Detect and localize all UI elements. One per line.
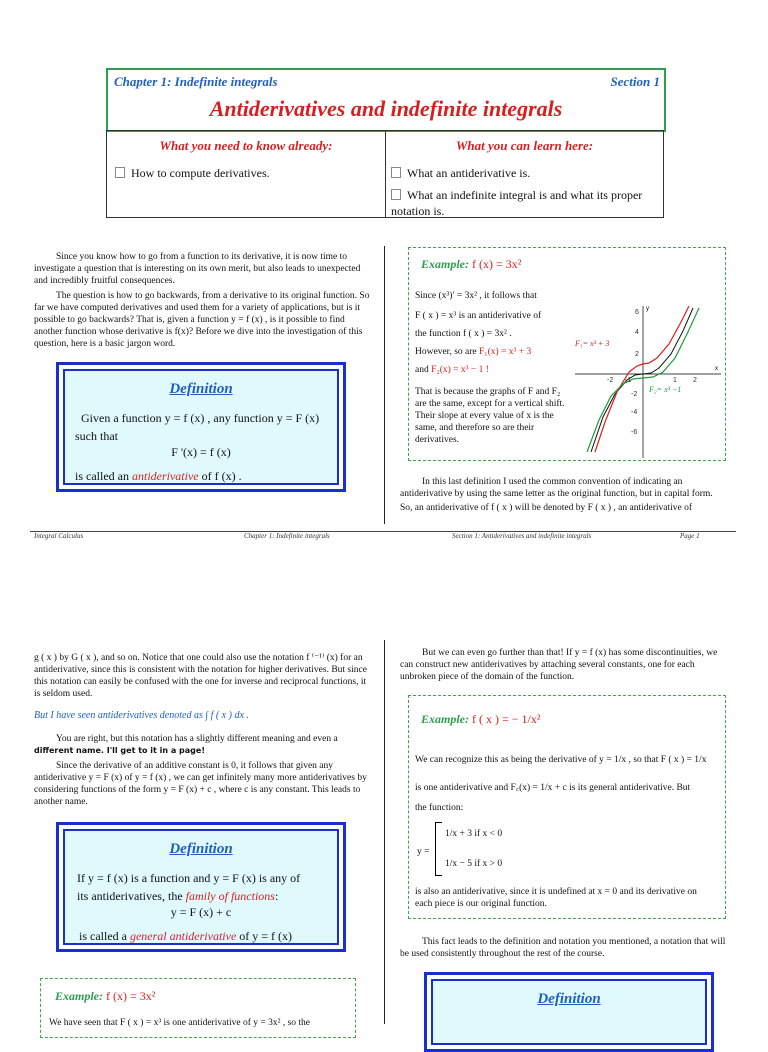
chapter-header-box [106, 68, 666, 132]
page-title: Antiderivatives and indefinite integrals [209, 96, 563, 121]
definition-title: Definition [537, 991, 601, 1007]
example-text: and F₂(x) = x³ − 1 ! [415, 365, 489, 375]
need-title: What you need to know already: [159, 138, 333, 153]
constant-paragraph: Since the derivative of an additive constant is 0, it follows that given any antiderivative y = F (x) of y = f (x) , we can get infinitely many more antiderivatives by considering functions of the form y = F (x) + c , where c is any constant. This leads to another name. [34, 761, 367, 807]
checkbox-icon [391, 167, 401, 178]
definition-statement: is called a general antiderivative of y = f (x) [79, 929, 293, 943]
footer-middle: Chapter 1: Indefinite integrals [244, 532, 330, 540]
example-text: is one antiderivative and F꜀(x) = 1/x + c is its general antiderivative. But [415, 783, 691, 793]
checkbox-icon [115, 167, 125, 178]
question-paragraph: The question is how to go backwards, from a derivative to its original function. So far we have computed derivatives and used them for a variety of applications, but is it possible to go backwards? That is, given a function y = f (x) , is it possible to find another function whose derivative is f(x)? Before we dive into the investigation of this question, here is a basic jargon word. [34, 291, 370, 349]
column-divider [384, 640, 385, 1024]
definition-line: Given a function y = f (x) , any function y = F (x) [81, 411, 320, 425]
need-item: How to compute derivatives. [115, 166, 270, 181]
convention-paragraph: In this last definition I used the common convention of indicating an antiderivative by using the same letter as the original function, but in capital form. [400, 477, 713, 499]
axis-label-y: y [646, 306, 649, 312]
piecewise-y: y = [417, 847, 430, 857]
graph-label-F1: F₁= x³ + 3 [575, 339, 610, 348]
learn-title: What you can learn here: [455, 138, 594, 153]
answer-paragraph: You are right, but this notation has a slightly different meaning and even a different name. I'll get to it in a page! [34, 734, 338, 755]
graph-label-F2: F₂= x³ −1 [649, 385, 682, 394]
definition-formula: F '(x) = f (x) [171, 445, 231, 459]
column-divider [384, 246, 385, 524]
definition-formula: y = F (x) + c [170, 905, 232, 919]
intro-paragraph: Since you know how to go from a function to its derivative, it is now time to investigate a question that is interesting on its own merit, but also leads to unexpected and incredibly fruitful consequences. [34, 252, 361, 286]
tick-label: -4 [631, 409, 638, 416]
definition-title: Definition [169, 381, 233, 397]
tick-label: 6 [635, 309, 639, 316]
example-text: F ( x ) = x³ is an antiderivative of [415, 311, 542, 321]
section-label: Section 1 [610, 74, 660, 89]
definition-line: such that [75, 429, 118, 443]
example-text: That is because the graphs of F and F₂ are the same, except for a vertical shift. Their slope at every value of x is the same, and therefore so are their derivatives. [415, 387, 565, 445]
example-text: is also an antiderivative, since it is undefined at x = 0 and its derivative on each piece is our original function. [415, 887, 697, 909]
axis-label-x: x [715, 366, 718, 372]
example-text: Since (x³)′ = 3x² , it follows that [415, 291, 537, 301]
tick-label: -1 [625, 377, 632, 384]
definition-title: Definition [169, 841, 233, 857]
piecewise-case: 1/x − 5 if x > 0 [445, 859, 503, 869]
page-number: Page 1 [680, 532, 700, 540]
example-box-reciprocal [408, 695, 726, 919]
tick-label: -2 [631, 391, 638, 398]
checkbox-icon [391, 189, 401, 200]
chapter-label: Chapter 1: Indefinite integrals [114, 74, 278, 89]
notation-paragraph: g ( x ) by G ( x ), and so on. Notice that one could also use the notation f ⁽⁻¹⁾ (x) for an antiderivative, since this is consistent with the notation for higher derivatives. But since this notation can easily be confused with the one for inverse and reciprocal functions, it is seldom used. [34, 653, 367, 699]
student-question: But I have seen antiderivatives denoted as ∫ f ( x ) dx . [34, 710, 249, 721]
definition-line: its antiderivatives, the family of functions: [77, 889, 279, 903]
discontinuity-paragraph: But we can even go further than that! If y = f (x) has some discontinuities, we can construct new antiderivatives by attaching several constants, one for each unbroken piece of the domain of the function. [400, 648, 718, 682]
footer-rule [30, 531, 736, 532]
piecewise-case: 1/x + 3 if x < 0 [445, 829, 503, 839]
definition-box-general-antiderivative [56, 822, 346, 952]
tick-label: -2 [607, 377, 614, 384]
convention-paragraph: So, an antiderivative of f ( x ) will be denoted by F ( x ) , an antiderivative of [400, 503, 693, 513]
definition-box-indefinite-integral [424, 972, 714, 1052]
tick-label: -6 [631, 429, 638, 436]
example-box-general [40, 978, 356, 1038]
definition-line: If y = f (x) is a function and y = F (x) is any of [77, 871, 301, 885]
example-text: We have seen that F ( x ) = x³ is one antiderivative of y = 3x² , so the [49, 1018, 310, 1028]
example-text: the function: [415, 803, 464, 813]
definition-statement: is called an antiderivative of f (x) . [75, 469, 242, 483]
example-heading: Example: f ( x ) = − 1/x² [421, 712, 541, 726]
example-heading: Example: f (x) = 3x² [55, 989, 156, 1003]
cubic-graph [573, 302, 723, 462]
footer-right: Section 1: Antiderivatives and indefinite integrals [452, 532, 592, 540]
definition-box-antiderivative [56, 362, 346, 492]
example-heading: Example: f (x) = 3x² [421, 257, 522, 271]
learn-item: What an antiderivative is. [391, 166, 530, 181]
example-text: the function f ( x ) = 3x² . [415, 329, 512, 339]
example-text: We can recognize this as being the derivative of y = 1/x , so that F ( x ) = 1/x [415, 755, 707, 765]
tick-label: 4 [635, 329, 639, 336]
transition-paragraph: This fact leads to the definition and notation you mentioned, a notation that will be used consistently throughout the rest of the course. [400, 937, 726, 959]
example-box-3x2 [408, 247, 726, 461]
tick-label: 2 [635, 351, 639, 358]
piecewise-brace [435, 822, 442, 876]
example-text: However, so are F₁(x) = x³ + 3 [415, 347, 532, 357]
tick-label: 2 [693, 377, 697, 384]
tick-label: 1 [673, 377, 677, 384]
prereq-table [106, 130, 664, 218]
footer-left: Integral Calculus [34, 532, 84, 540]
learn-item: What an indefinite integral is and what its proper notation is. [391, 188, 643, 218]
